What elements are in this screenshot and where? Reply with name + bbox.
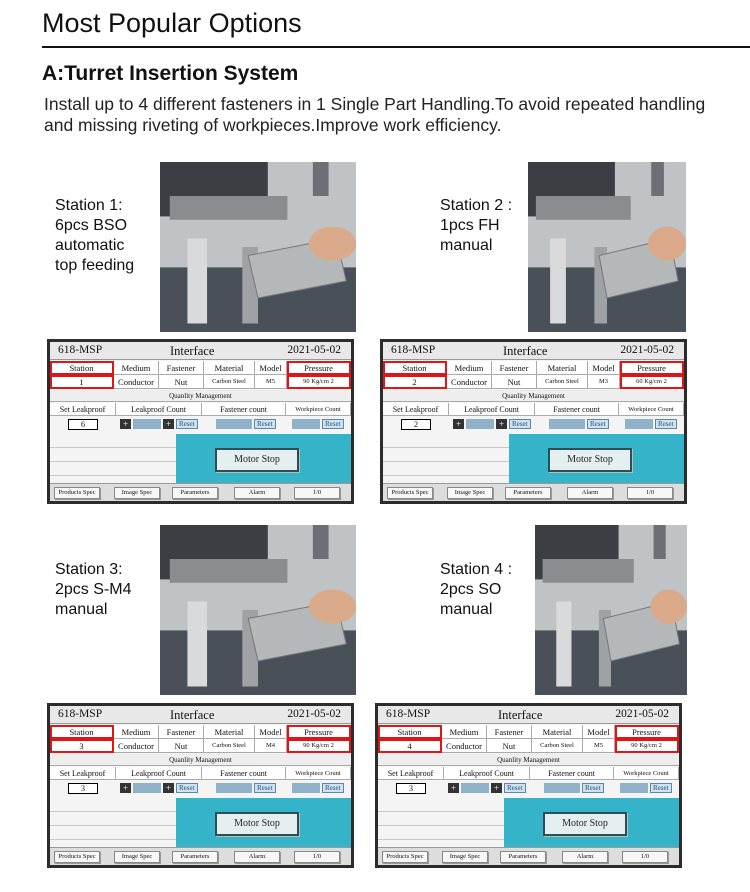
nav-bar xyxy=(50,483,351,501)
nav-button[interactable]: Products Spec xyxy=(54,487,100,499)
intro-text: Install up to 4 different fasteners in 1 Single Part Handling.To avoid repeated handling and missing riveting of workpieces.Improve work efficiency. xyxy=(44,94,706,135)
hmi-col-header: Medium xyxy=(442,725,487,739)
hmi-title: Interface xyxy=(498,708,543,722)
leakproof-count-control xyxy=(453,419,531,429)
caption-line: Station 2 : xyxy=(440,197,513,214)
fastener-count-control xyxy=(549,419,609,429)
leakproof-count-display xyxy=(466,419,494,429)
hmi-value-cell: 90 Kg/cm 2 xyxy=(615,739,679,753)
fastener-count-display xyxy=(216,419,252,429)
hmi-value-row xyxy=(383,375,684,389)
nav-button[interactable]: Products Spec xyxy=(54,851,100,863)
hmi-ctrl-header: Leakproof Count xyxy=(116,767,202,780)
hmi-col-header: Model xyxy=(255,361,287,375)
hmi-col-header: Material xyxy=(537,361,588,375)
nav-button[interactable]: Parameters xyxy=(500,851,546,863)
status-row xyxy=(50,462,176,476)
status-row xyxy=(383,448,509,462)
set-leakproof-control xyxy=(68,419,98,430)
hmi-col-header: Medium xyxy=(447,361,492,375)
hmi-value-cell: Nut xyxy=(159,375,204,389)
leakproof-count-display xyxy=(133,419,161,429)
fastener-count-control xyxy=(544,783,604,793)
hmi-ctrl-header: Set Leakproof xyxy=(50,767,116,780)
reset-button[interactable]: Reset xyxy=(322,783,344,793)
plus-button[interactable]: + xyxy=(491,783,502,793)
hmi-col-header: Pressure xyxy=(287,725,351,739)
hmi-value-cell: Conductor xyxy=(114,739,159,753)
nav-button[interactable]: Image Spec xyxy=(442,851,488,863)
reset-button[interactable]: Reset xyxy=(254,419,276,429)
hmi-col-header: Station xyxy=(378,725,442,739)
hmi-header xyxy=(378,706,679,724)
nav-button[interactable]: Image Spec xyxy=(447,487,493,499)
reset-button[interactable]: Reset xyxy=(176,783,198,793)
hmi-header xyxy=(50,342,351,360)
nav-bar xyxy=(383,483,684,501)
fastener-count-display xyxy=(549,419,585,429)
hmi-value-cell: Conductor xyxy=(114,375,159,389)
workpiece-count-display xyxy=(292,419,320,429)
status-row xyxy=(383,462,509,476)
hmi-header-row xyxy=(383,361,684,375)
hmi-col-header: Station xyxy=(383,361,447,375)
hmi-col-header: Model xyxy=(255,725,287,739)
hmi-panel xyxy=(375,703,682,868)
leakproof-count-display xyxy=(461,783,489,793)
hmi-panel xyxy=(47,703,354,868)
hmi-value-cell: 2 xyxy=(383,375,447,389)
nav-button[interactable]: Alarm xyxy=(567,487,613,499)
set-leakproof-control xyxy=(68,783,98,794)
hmi-ctrl-header: Workpiece Count xyxy=(619,403,684,416)
hmi-ctrl-header: Leakproof Count xyxy=(449,403,535,416)
motor-stop-button[interactable]: Motor Stop xyxy=(548,448,632,472)
status-row xyxy=(50,826,176,840)
hmi-value-cell: Conductor xyxy=(447,375,492,389)
hmi-value-cell: 60 Kg/cm 2 xyxy=(620,375,684,389)
nav-button[interactable]: 1/0 xyxy=(294,487,340,499)
fastener-count-display xyxy=(544,783,580,793)
hmi-col-header: Medium xyxy=(114,725,159,739)
caption-line: 6pcs BSO xyxy=(55,217,128,234)
page-title: Most Popular Options xyxy=(42,8,302,38)
hmi-ctrl-header: Fastener count xyxy=(535,403,619,416)
plus-button[interactable]: + xyxy=(448,783,459,793)
status-row xyxy=(383,434,509,448)
motor-stop-button[interactable]: Motor Stop xyxy=(215,448,299,472)
hmi-value-cell: 4 xyxy=(378,739,442,753)
status-rows xyxy=(383,434,509,484)
hmi-ctrl-header: Workpiece Count xyxy=(286,403,351,416)
nav-button[interactable]: Alarm xyxy=(234,851,280,863)
plus-button[interactable]: + xyxy=(120,419,131,429)
caption-line: top feeding xyxy=(55,257,135,274)
hmi-ctrl-header: Set Leakproof xyxy=(383,403,449,416)
nav-button[interactable]: 1/0 xyxy=(622,851,668,863)
workpiece-count-control xyxy=(292,783,344,793)
hmi-col-header: Pressure xyxy=(287,361,351,375)
plus-button[interactable]: + xyxy=(163,783,174,793)
hmi-screen xyxy=(383,342,684,501)
reset-button[interactable]: Reset xyxy=(322,419,344,429)
hmi-header-row xyxy=(50,361,351,375)
caption-line: manual xyxy=(440,601,493,618)
hmi-value-cell: 90 Kg/cm 2 xyxy=(287,375,351,389)
caption-line: Station 3: xyxy=(55,561,123,578)
quality-label: Quanlity Management xyxy=(378,754,679,766)
hmi-header-row xyxy=(378,725,679,739)
reset-button[interactable]: Reset xyxy=(582,783,604,793)
reset-button[interactable]: Reset xyxy=(504,783,526,793)
station-3-photo xyxy=(160,525,356,695)
hmi-ctrl-header: Workpiece Count xyxy=(614,767,679,780)
hmi-date: 2021-05-02 xyxy=(620,344,674,356)
plus-button[interactable]: + xyxy=(496,419,507,429)
reset-button[interactable]: Reset xyxy=(655,419,677,429)
caption-line: 2pcs SO xyxy=(440,581,502,598)
fastener-count-control xyxy=(216,419,276,429)
hmi-ctrl-header: Fastener count xyxy=(202,767,286,780)
nav-bar xyxy=(378,847,679,865)
hmi-value-cell: Carbon Steel xyxy=(537,375,588,389)
nav-button[interactable]: Products Spec xyxy=(387,487,433,499)
machine-photo-illustration xyxy=(528,162,686,332)
hmi-date: 2021-05-02 xyxy=(287,344,341,356)
machine-photo-illustration xyxy=(535,525,687,695)
status-row xyxy=(378,812,504,826)
hmi-col-header: Fastener xyxy=(487,725,532,739)
hmi-col-header: Material xyxy=(204,725,255,739)
hmi-value-cell: Carbon Steel xyxy=(204,739,255,753)
nav-button[interactable]: Products Spec xyxy=(382,851,428,863)
caption-line: manual xyxy=(440,237,493,254)
hmi-value-cell: 90 Kg/cm 2 xyxy=(287,739,351,753)
leakproof-count-control xyxy=(120,783,198,793)
hmi-header xyxy=(383,342,684,360)
hmi-header-row xyxy=(50,725,351,739)
hmi-value-row xyxy=(50,739,351,753)
plus-button[interactable]: + xyxy=(453,419,464,429)
hmi-col-header: Material xyxy=(532,725,583,739)
hmi-value-cell: Nut xyxy=(487,739,532,753)
workpiece-count-display xyxy=(625,419,653,429)
reset-button[interactable]: Reset xyxy=(650,783,672,793)
plus-button[interactable]: + xyxy=(120,783,131,793)
reset-button[interactable]: Reset xyxy=(254,783,276,793)
nav-button[interactable]: Image Spec xyxy=(114,487,160,499)
hmi-ctrl-header: Set Leakproof xyxy=(50,403,116,416)
status-rows xyxy=(378,798,504,848)
caption-line: Station 1: xyxy=(55,197,123,214)
status-rows xyxy=(50,434,176,484)
nav-button[interactable]: Parameters xyxy=(172,851,218,863)
fastener-count-control xyxy=(216,783,276,793)
hmi-col-header: Model xyxy=(583,725,615,739)
hmi-model: 618-MSP xyxy=(391,344,436,356)
machine-photo-illustration xyxy=(160,162,356,332)
hmi-value-cell: 1 xyxy=(50,375,114,389)
status-row xyxy=(50,434,176,448)
hmi-value-cell: Carbon Steel xyxy=(204,375,255,389)
caption-line: manual xyxy=(55,601,108,618)
plus-button[interactable]: + xyxy=(163,419,174,429)
hmi-col-header: Fastener xyxy=(492,361,537,375)
hmi-date: 2021-05-02 xyxy=(615,708,669,720)
hmi-value-row xyxy=(378,739,679,753)
hmi-ctrl-header-row xyxy=(50,767,351,780)
hmi-ctrl-header-row xyxy=(50,403,351,416)
reset-button[interactable]: Reset xyxy=(509,419,531,429)
hmi-title: Interface xyxy=(170,708,215,722)
hmi-value-cell: 3 xyxy=(50,739,114,753)
hmi-ctrl-header: Leakproof Count xyxy=(444,767,530,780)
hmi-ctrl-header: Fastener count xyxy=(530,767,614,780)
set-leakproof-input[interactable]: 2 xyxy=(401,419,431,430)
hmi-value-cell: Conductor xyxy=(442,739,487,753)
station-4-photo xyxy=(535,525,687,695)
hmi-col-header: Pressure xyxy=(620,361,684,375)
status-row xyxy=(50,448,176,462)
hmi-ctrl-header: Leakproof Count xyxy=(116,403,202,416)
workpiece-count-control xyxy=(292,419,344,429)
hmi-date: 2021-05-02 xyxy=(287,708,341,720)
hmi-screen xyxy=(50,706,351,865)
hmi-col-header: Fastener xyxy=(159,725,204,739)
title-rule xyxy=(42,46,750,48)
nav-button[interactable]: Parameters xyxy=(172,487,218,499)
nav-button[interactable]: 1/0 xyxy=(294,851,340,863)
hmi-panel xyxy=(380,339,687,504)
station-3-caption xyxy=(55,560,131,620)
station-2-photo xyxy=(528,162,686,332)
hmi-title: Interface xyxy=(170,344,215,358)
nav-button[interactable]: Parameters xyxy=(505,487,551,499)
caption-line: 1pcs FH xyxy=(440,217,500,234)
station-1-caption xyxy=(55,196,134,276)
hmi-col-header: Fastener xyxy=(159,361,204,375)
reset-button[interactable]: Reset xyxy=(587,419,609,429)
hmi-value-cell: Nut xyxy=(492,375,537,389)
hmi-col-header: Material xyxy=(204,361,255,375)
fastener-count-display xyxy=(216,783,252,793)
hmi-col-header: Medium xyxy=(114,361,159,375)
hmi-ctrl-header: Workpiece Count xyxy=(286,767,351,780)
status-row xyxy=(50,812,176,826)
leakproof-count-display xyxy=(133,783,161,793)
hmi-ctrl-header-row xyxy=(383,403,684,416)
motor-stop-button[interactable]: Motor Stop xyxy=(543,812,627,836)
caption-line: automatic xyxy=(55,237,125,254)
hmi-model: 618-MSP xyxy=(58,708,103,720)
quality-label: Quanlity Management xyxy=(50,390,351,402)
hmi-value-cell: M5 xyxy=(255,375,287,389)
quality-label: Quanlity Management xyxy=(383,390,684,402)
nav-bar xyxy=(50,847,351,865)
hmi-ctrl-header: Set Leakproof xyxy=(378,767,444,780)
nav-button[interactable]: Image Spec xyxy=(114,851,160,863)
hmi-value-cell: M5 xyxy=(583,739,615,753)
machine-photo-illustration xyxy=(160,525,356,695)
status-row xyxy=(378,826,504,840)
hmi-model: 618-MSP xyxy=(58,344,103,356)
station-2-caption xyxy=(440,196,512,256)
hmi-ctrl-header-row xyxy=(378,767,679,780)
set-leakproof-control xyxy=(396,783,426,794)
nav-button[interactable]: 1/0 xyxy=(627,487,673,499)
nav-button[interactable]: Alarm xyxy=(562,851,608,863)
workpiece-count-display xyxy=(620,783,648,793)
workpiece-count-control xyxy=(625,419,677,429)
hmi-title: Interface xyxy=(503,344,548,358)
leakproof-count-control xyxy=(448,783,526,793)
hmi-panel xyxy=(47,339,354,504)
hmi-screen xyxy=(50,342,351,501)
hmi-col-header: Station xyxy=(50,361,114,375)
hmi-value-cell: Carbon Steel xyxy=(532,739,583,753)
hmi-value-cell: M3 xyxy=(588,375,620,389)
set-leakproof-control xyxy=(401,419,431,430)
set-leakproof-input[interactable]: 3 xyxy=(68,783,98,794)
status-row xyxy=(378,798,504,812)
status-rows xyxy=(50,798,176,848)
workpiece-count-display xyxy=(292,783,320,793)
hmi-value-cell: Nut xyxy=(159,739,204,753)
hmi-screen xyxy=(378,706,679,865)
hmi-header xyxy=(50,706,351,724)
hmi-ctrl-header: Fastener count xyxy=(202,403,286,416)
set-leakproof-input[interactable]: 3 xyxy=(396,783,426,794)
section-title: A:Turret Insertion System xyxy=(42,62,299,85)
hmi-value-cell: M4 xyxy=(255,739,287,753)
caption-line: 2pcs S-M4 xyxy=(55,581,132,598)
leakproof-count-control xyxy=(120,419,198,429)
station-4-caption xyxy=(440,560,512,620)
reset-button[interactable]: Reset xyxy=(176,419,198,429)
hmi-col-header: Station xyxy=(50,725,114,739)
caption-line: Station 4 : xyxy=(440,561,513,578)
hmi-col-header: Model xyxy=(588,361,620,375)
nav-button[interactable]: Alarm xyxy=(234,487,280,499)
workpiece-count-control xyxy=(620,783,672,793)
status-row xyxy=(50,798,176,812)
quality-label: Quanlity Management xyxy=(50,754,351,766)
hmi-value-row xyxy=(50,375,351,389)
station-1-photo xyxy=(160,162,356,332)
hmi-model: 618-MSP xyxy=(386,708,431,720)
motor-stop-button[interactable]: Motor Stop xyxy=(215,812,299,836)
hmi-col-header: Pressure xyxy=(615,725,679,739)
set-leakproof-input[interactable]: 6 xyxy=(68,419,98,430)
